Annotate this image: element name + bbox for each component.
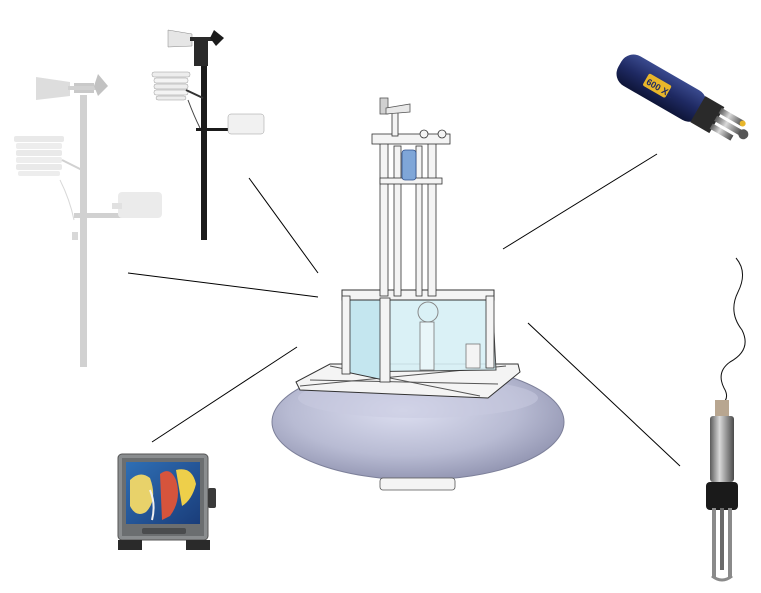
buoy [272,98,564,490]
connector-weather-station [249,178,318,273]
radiation-shield-icon [152,72,190,100]
probe-cable [721,258,745,404]
sonde-label: 600 XL [644,76,675,100]
connector-sonde [503,154,657,249]
weather-station-faded [14,74,162,367]
connector-weather-station-faded [128,273,318,297]
radiation-shield-icon [14,136,64,176]
water-level-probe [706,258,745,580]
multiparameter-sonde [611,49,755,152]
weather-station [152,30,264,240]
chart-plotter [118,454,216,550]
